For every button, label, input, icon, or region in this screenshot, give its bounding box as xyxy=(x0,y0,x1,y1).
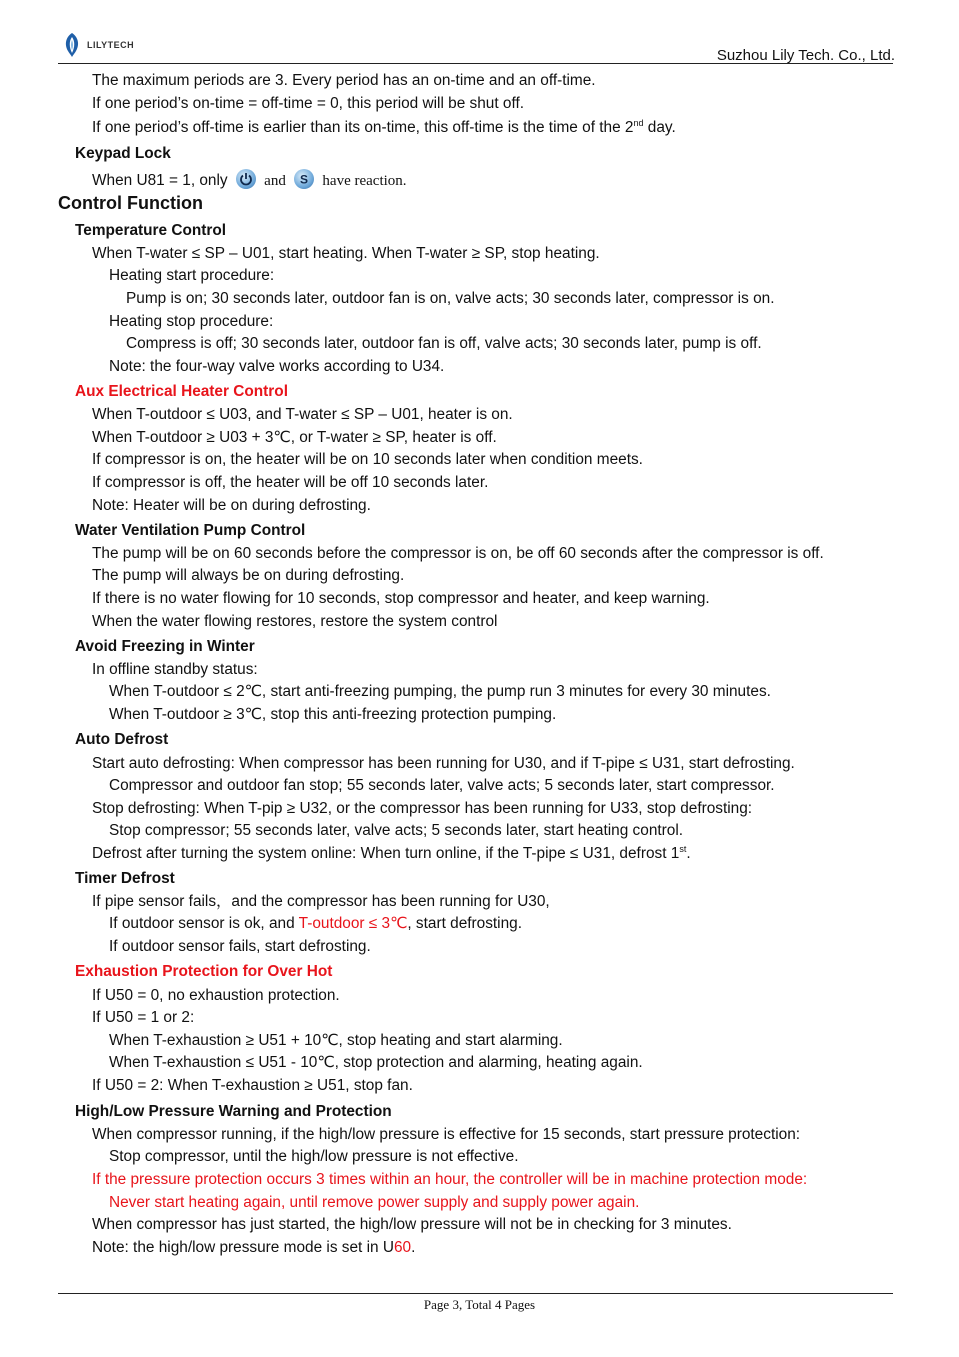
text-line: If outdoor sensor fails, start defrosting. xyxy=(109,938,371,955)
page-footer: Page 3, Total 4 Pages xyxy=(423,1297,536,1312)
text-line: When T-exhaustion ≤ U51 - 10℃, stop protection and alarming, heating again. xyxy=(109,1054,643,1071)
text-line: Stop compressor; 55 seconds later, valve acts; 5 seconds later, start heating control. xyxy=(109,822,684,839)
text-line: When T-outdoor ≥ U03 + 3℃, or T-water ≥ SP, heater is off. xyxy=(92,429,497,446)
section-heading-auto-defrost: Auto Defrost xyxy=(75,731,169,748)
section-heading-temperature: Temperature Control xyxy=(75,222,227,239)
text-line-warning: Never start heating again, until remove power supply and supply power again. xyxy=(109,1194,640,1211)
text-line: Heating stop procedure: xyxy=(109,313,274,330)
svg-text:S: S xyxy=(300,172,309,187)
text-line: Note: the high/low pressure mode is set in U60. xyxy=(92,1239,416,1256)
text-line: When T-water ≤ SP – U01, start heating. When T-water ≥ SP, stop heating. xyxy=(92,245,600,262)
text-line-keypad: When U81 = 1, only and S have reaction. xyxy=(92,169,407,191)
text-line: Compress is off; 30 seconds later, outdoor fan is off, valve acts; 30 seconds later, pump is off. xyxy=(126,335,762,352)
text-line: When T-outdoor ≤ 2℃, start anti-freezing pumping, the pump run 3 minutes for every 30 minutes. xyxy=(109,683,771,700)
page-header xyxy=(0,0,959,66)
text-line: The pump will be on 60 seconds before the compressor is on, be off 60 seconds after the compressor is off. xyxy=(92,545,824,562)
text-line: When T-outdoor ≤ U03, and T-water ≤ SP – U01, heater is on. xyxy=(92,406,513,423)
company-logo xyxy=(62,32,134,58)
section-heading-keypad: Keypad Lock xyxy=(75,145,171,162)
text-line: When T-outdoor ≥ 3℃, stop this anti-freezing protection pumping. xyxy=(109,706,557,723)
text-line: In offline standby status: xyxy=(92,661,258,678)
power-key-icon xyxy=(236,169,256,189)
logo-text: LILYTECH xyxy=(87,40,135,50)
section-heading-control: Control Function xyxy=(58,193,203,213)
text-line: When T-exhaustion ≥ U51 + 10℃, stop heating and start alarming. xyxy=(109,1032,563,1049)
text-line: Defrost after turning the system online: When turn online, if the T-pipe ≤ U31, defrost 1st. xyxy=(92,844,691,862)
text-line: Start auto defrosting: When compressor has been running for U30, and if T-pipe ≤ U31, start defrosting. xyxy=(92,755,795,772)
text-line: If U50 = 2: When T-exhaustion ≥ U51, stop fan. xyxy=(92,1077,413,1094)
text-line: If U50 = 1 or 2: xyxy=(92,1009,195,1026)
section-heading-aux-heater: Aux Electrical Heater Control xyxy=(75,383,288,400)
section-heading-pump: Water Ventilation Pump Control xyxy=(75,522,306,539)
text-line: Note: the four-way valve works according to U34. xyxy=(109,358,445,375)
section-heading-timer-defrost: Timer Defrost xyxy=(75,870,175,887)
text-line: If compressor is on, the heater will be on 10 seconds later when condition meets. xyxy=(92,451,643,468)
text-line: If there is no water flowing for 10 seconds, stop compressor and heater, and keep warning. xyxy=(92,590,710,607)
text-line: Stop defrosting: When T-pip ≥ U32, or the compressor has been running for U33, stop defrosting: xyxy=(92,800,753,817)
set-key-icon xyxy=(294,169,314,189)
text-line: The maximum periods are 3. Every period has an on-time and an off-time. xyxy=(92,72,596,89)
section-heading-exhaustion: Exhaustion Protection for Over Hot xyxy=(75,963,333,980)
text-line: When compressor has just started, the high/low pressure will not be in checking for 3 minutes. xyxy=(92,1216,732,1233)
text-line: If one period’s off-time is earlier than its on-time, this off-time is the time of the 2nd day. xyxy=(92,118,676,136)
text-line: When compressor running, if the high/low pressure is effective for 15 seconds, start pressure protection: xyxy=(92,1126,801,1143)
text-line: If U50 = 0, no exhaustion protection. xyxy=(92,987,340,1004)
text-line: Pump is on; 30 seconds later, outdoor fan is on, valve acts; 30 seconds later, compressor is on. xyxy=(126,290,775,307)
lilytech-logo-icon xyxy=(62,32,82,58)
text-line: If compressor is off, the heater will be off 10 seconds later. xyxy=(92,474,489,491)
text-line: When the water flowing restores, restore the system control xyxy=(92,613,498,630)
text-line: If one period’s on-time = off-time = 0, this period will be shut off. xyxy=(92,95,525,112)
text-line: Heating start procedure: xyxy=(109,267,275,284)
header-rule xyxy=(58,63,893,64)
text-line: Stop compressor, until the high/low pressure is not effective. xyxy=(109,1148,519,1165)
text-line: The pump will always be on during defrosting. xyxy=(92,567,405,584)
section-heading-freezing: Avoid Freezing in Winter xyxy=(75,638,255,655)
text-line: Compressor and outdoor fan stop; 55 seconds later, valve acts; 5 seconds later, start compressor. xyxy=(109,777,775,794)
text-line-warning: If the pressure protection occurs 3 times within an hour, the controller will be in machine protection mode: xyxy=(92,1171,808,1188)
text-line: If outdoor sensor is ok, and T-outdoor ≤ 3℃, start defrosting. xyxy=(109,915,523,932)
text-line: If pipe sensor fails，and the compressor has been running for U30, xyxy=(92,893,550,910)
footer-rule xyxy=(58,1293,893,1294)
text-line: Note: Heater will be on during defrosting. xyxy=(92,497,371,514)
section-heading-pressure: High/Low Pressure Warning and Protection xyxy=(75,1103,392,1120)
company-name: Suzhou Lily Tech. Co., Ltd. xyxy=(716,47,895,64)
